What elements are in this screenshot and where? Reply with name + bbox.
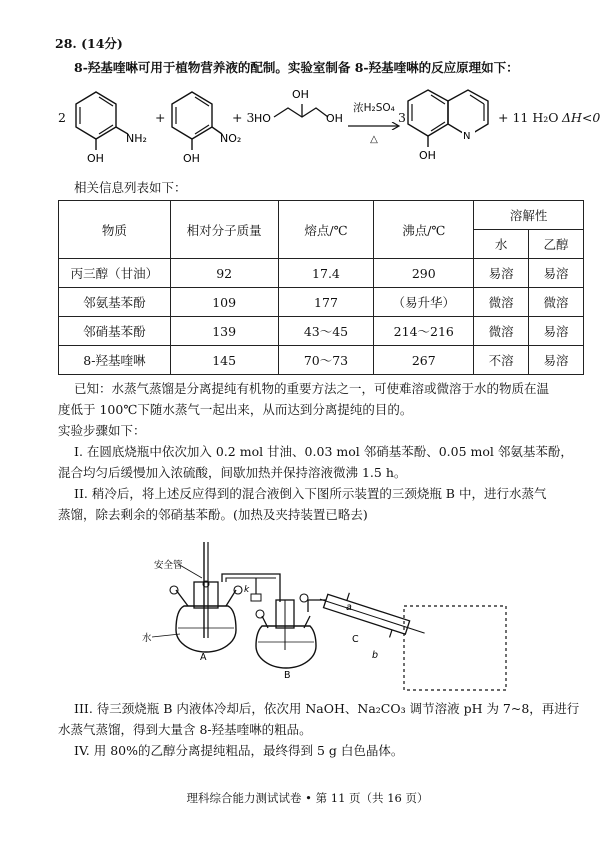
table-cell: （易升华） (374, 288, 474, 317)
condition-top: 浓H₂SO₄ (353, 102, 395, 114)
table-cell: 70～73 (278, 346, 374, 375)
oh-label: OH (419, 149, 436, 162)
oh-label: OH (326, 112, 343, 125)
table-row (59, 259, 584, 288)
table-header: 物质 (59, 201, 171, 259)
table-cell: 8-羟基喹啉 (59, 346, 171, 375)
safety-tube-label: 安全管 (154, 560, 183, 571)
table-cell: 不溶 (474, 346, 529, 375)
water-label: 水 (142, 633, 152, 644)
table-row (59, 317, 584, 346)
table-row (59, 288, 584, 317)
table-header: 沸点/℃ (374, 201, 474, 259)
table-cell: 109 (170, 288, 278, 317)
question-header (55, 34, 123, 52)
step-2-line-2: 蒸馏，除去剩余的邻硝基苯酚。(加热及夹持装置已略去) (58, 507, 368, 522)
table-cell: 43～45 (278, 317, 374, 346)
table-cell: 290 (374, 259, 474, 288)
o-nitrophenol-structure (162, 84, 255, 174)
table-subheader: 乙醇 (529, 230, 584, 259)
reaction-arrow (346, 100, 402, 145)
step-4-line-1: IV. 用 80%的乙醇分离提纯粗品，最终得到 5 g 白色晶体。 (74, 743, 404, 758)
oh-label: OH (183, 152, 200, 165)
ho-label: HO (254, 112, 271, 125)
step-1-line-1: I. 在圆底烧瓶中依次加入 0.2 mol 甘油、0.03 mol 邻硝基苯酚、0.05 mol 邻氨基苯酚， (74, 444, 573, 459)
label-a-inlet: a (346, 602, 352, 613)
arrow-icon (346, 122, 402, 130)
glycerol-structure (254, 84, 350, 144)
table-cell: 微溶 (474, 317, 529, 346)
label-c: C (352, 634, 359, 645)
nh2-label: NH₂ (126, 132, 147, 145)
o-aminophenol-structure (66, 84, 156, 174)
table-cell: 145 (170, 346, 278, 375)
reaction-plus-1: + (155, 110, 166, 125)
table-cell: 214～216 (374, 317, 474, 346)
question-number: 28. (55, 36, 77, 51)
table-caption: 相关信息列表如下： (74, 180, 187, 195)
label-b-outlet: b (372, 650, 379, 661)
step-3-line-2: 水蒸气蒸馏，得到大量含 8-羟基喹啉的粗品。 (58, 722, 312, 737)
table-cell: 易溶 (529, 259, 584, 288)
table-cell: 易溶 (529, 346, 584, 375)
question-intro: 8-羟基喹啉可用于植物营养液的配制。实验室制备 8-羟基喹啉的反应原理如下： (74, 60, 519, 75)
steam-distillation-apparatus (140, 538, 590, 698)
flask-a (176, 606, 236, 652)
receiver-box (404, 606, 506, 690)
page-footer: 理科综合能力测试试卷 • 第 11 页（共 16 页） (186, 791, 429, 805)
table-cell: 微溶 (474, 288, 529, 317)
table-cell: 177 (278, 288, 374, 317)
table-cell: 邻硝基苯酚 (59, 317, 171, 346)
table-cell: 139 (170, 317, 278, 346)
enthalpy: ΔH<0 (562, 110, 601, 125)
step-2-line-1: II. 稍冷后，将上述反应得到的混合液倒入下图所示装置的三颈烧瓶 B 中，进行水蒸气 (74, 486, 547, 501)
flask-b (256, 626, 316, 668)
table-header-row (59, 201, 584, 230)
byproduct: + 11 H₂O (498, 110, 559, 125)
no2-label: NO₂ (220, 132, 242, 145)
label-a: A (200, 652, 207, 663)
question-score: (14分) (81, 36, 123, 51)
table-subheader: 水 (474, 230, 529, 259)
table-row (59, 346, 584, 375)
table-cell: 易溶 (474, 259, 529, 288)
8-hydroxyquinoline-structure (404, 80, 504, 170)
table-cell: 267 (374, 346, 474, 375)
properties-table (58, 200, 584, 375)
reaction-plus-2: + 3 (232, 110, 255, 125)
known-line-2: 度低于 100℃下随水蒸气一起出来，从而达到分离提纯的目的。 (58, 402, 413, 417)
step-1-line-2: 混合均匀后缓慢加入浓硫酸，间歇加热并保持溶液微沸 1.5 h。 (58, 465, 407, 480)
table-cell: 17.4 (278, 259, 374, 288)
condition-bottom: △ (370, 134, 378, 145)
n-label: N (463, 131, 471, 142)
label-k: k (244, 585, 250, 595)
table-cell: 微溶 (529, 288, 584, 317)
step-3-line-1: III. 待三颈烧瓶 B 内液体冷却后，依次用 NaOH、Na₂CO₃ 调节溶液 pH 为 7~8，再进行 (74, 701, 580, 716)
table-cell: 易溶 (529, 317, 584, 346)
known-line-1: 已知：水蒸气蒸馏是分离提纯有机物的重要方法之一，可使难溶或微溶于水的物质在温 (74, 381, 550, 396)
table-cell: 丙三醇（甘油） (59, 259, 171, 288)
oh-label: OH (87, 152, 104, 165)
table-cell: 92 (170, 259, 278, 288)
condenser-c (315, 585, 429, 648)
table-header: 熔点/℃ (278, 201, 374, 259)
table-header: 相对分子质量 (170, 201, 278, 259)
reaction-coef-1: 2 (58, 110, 66, 125)
table-cell: 邻氨基苯酚 (59, 288, 171, 317)
table-header: 溶解性 (474, 201, 584, 230)
product-coef: 3 (398, 110, 406, 125)
steps-title: 实验步骤如下： (58, 423, 146, 438)
label-b-flask: B (284, 670, 291, 681)
oh-label: OH (292, 88, 309, 101)
